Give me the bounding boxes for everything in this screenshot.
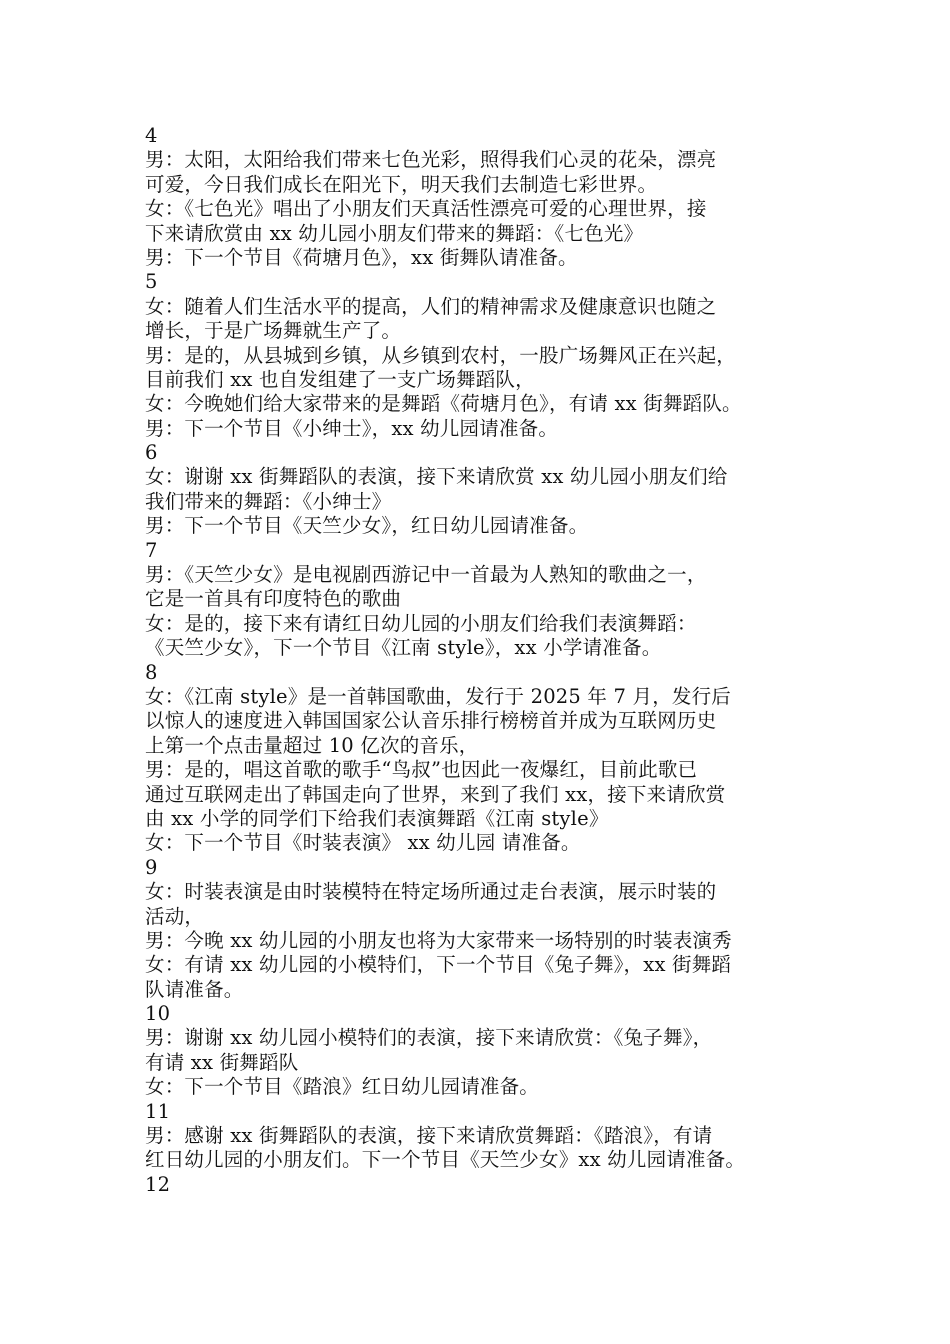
text-line: 男：太阳，太阳给我们带来七色光彩，照得我们心灵的花朵，漂亮 — [145, 148, 717, 172]
text-line: 增长，于是广场舞就生产了。 — [145, 319, 402, 343]
text-line: 男：是的，唱这首歌的歌手“鸟叔”也因此一夜爆红，目前此歌已 — [145, 758, 698, 782]
section-number: 7 — [145, 538, 158, 562]
text-line: 女：《江南 style》是一首韩国歌曲，发行于 2025 年 7 月，发行后 — [145, 684, 732, 708]
text-line: 可爱，今日我们成长在阳光下，明天我们去制造七彩世界。 — [145, 172, 658, 196]
section-number: 12 — [145, 1172, 171, 1196]
text-line: 男：下一个节目《小绅士》，xx 幼儿园请准备。 — [145, 416, 559, 440]
section-number: 8 — [145, 660, 158, 684]
section-number: 11 — [145, 1099, 171, 1123]
text-line: 通过互联网走出了韩国走向了世界，来到了我们 xx，接下来请欣赏 — [145, 782, 726, 806]
text-line: 由 xx 小学的同学们下给我们表演舞蹈《江南 style》 — [145, 806, 609, 830]
text-line: 男：是的，从县城到乡镇，从乡镇到农村，一股广场舞风正在兴起， — [145, 343, 737, 367]
text-line: 《天竺少女》，下一个节目《江南 style》，xx 小学请准备。 — [145, 636, 662, 660]
text-line: 有请 xx 街舞蹈队 — [145, 1050, 299, 1074]
section-number: 6 — [145, 441, 158, 465]
document-body — [145, 124, 825, 1197]
text-line: 女：下一个节目《踏浪》红日幼儿园请准备。 — [145, 1075, 540, 1099]
text-line: 男：谢谢 xx 幼儿园小模特们的表演，接下来请欣赏：《兔子舞》， — [145, 1026, 713, 1050]
text-line: 女：《七色光》唱出了小朋友们天真活性漂亮可爱的心理世界，接 — [145, 197, 707, 221]
text-line: 活动， — [145, 904, 205, 928]
section-number: 5 — [145, 270, 158, 294]
text-line: 以惊人的速度进入韩国国家公认音乐排行榜榜首并成为互联网历史 — [145, 709, 717, 733]
text-line: 上第一个点击量超过 10 亿次的音乐， — [145, 733, 479, 757]
text-line: 女：下一个节目《时装表演》 xx 幼儿园 请准备。 — [145, 831, 581, 855]
text-line: 女：时装表演是由时装模特在特定场所通过走台表演，展示时装的 — [145, 880, 717, 904]
section-number: 9 — [145, 855, 158, 879]
text-line: 女：今晚她们给大家带来的是舞蹈《荷塘月色》，有请 xx 街舞蹈队。 — [145, 392, 742, 416]
text-line: 男：下一个节目《天竺少女》，红日幼儿园请准备。 — [145, 514, 589, 538]
text-line: 它是一首具有印度特色的歌曲 — [145, 587, 402, 611]
text-line: 女：是的，接下来有请红日幼儿园的小朋友们给我们表演舞蹈： — [145, 611, 697, 635]
text-line: 男：感谢 xx 街舞蹈队的表演，接下来请欣赏舞蹈：《踏浪》，有请 — [145, 1124, 713, 1148]
section-number: 10 — [145, 1002, 171, 1026]
text-line: 下来请欣赏由 xx 幼儿园小朋友们带来的舞蹈：《七色光》 — [145, 221, 644, 245]
text-line: 女：谢谢 xx 街舞蹈队的表演，接下来请欣赏 xx 幼儿园小朋友们给 — [145, 465, 728, 489]
text-line: 队请准备。 — [145, 977, 244, 1001]
text-line: 女：随着人们生活水平的提高，人们的精神需求及健康意识也随之 — [145, 294, 717, 318]
text-line: 男：今晚 xx 幼儿园的小朋友也将为大家带来一场特别的时装表演秀 — [145, 928, 732, 952]
text-line: 男：《天竺少女》是电视剧西游记中一首最为人熟知的歌曲之一， — [145, 563, 707, 587]
section-number: 4 — [145, 124, 158, 147]
text-line: 红日幼儿园的小朋友们。下一个节目《天竺少女》xx 幼儿园请准备。 — [145, 1148, 746, 1172]
text-line: 我们带来的舞蹈：《小绅士》 — [145, 489, 392, 513]
text-line: 目前我们 xx 也自发组建了一支广场舞蹈队， — [145, 367, 535, 391]
text-line: 女：有请 xx 幼儿园的小模特们，下一个节目《兔子舞》，xx 街舞蹈 — [145, 953, 732, 977]
text-line: 男：下一个节目《荷塘月色》，xx 街舞队请准备。 — [145, 245, 578, 269]
